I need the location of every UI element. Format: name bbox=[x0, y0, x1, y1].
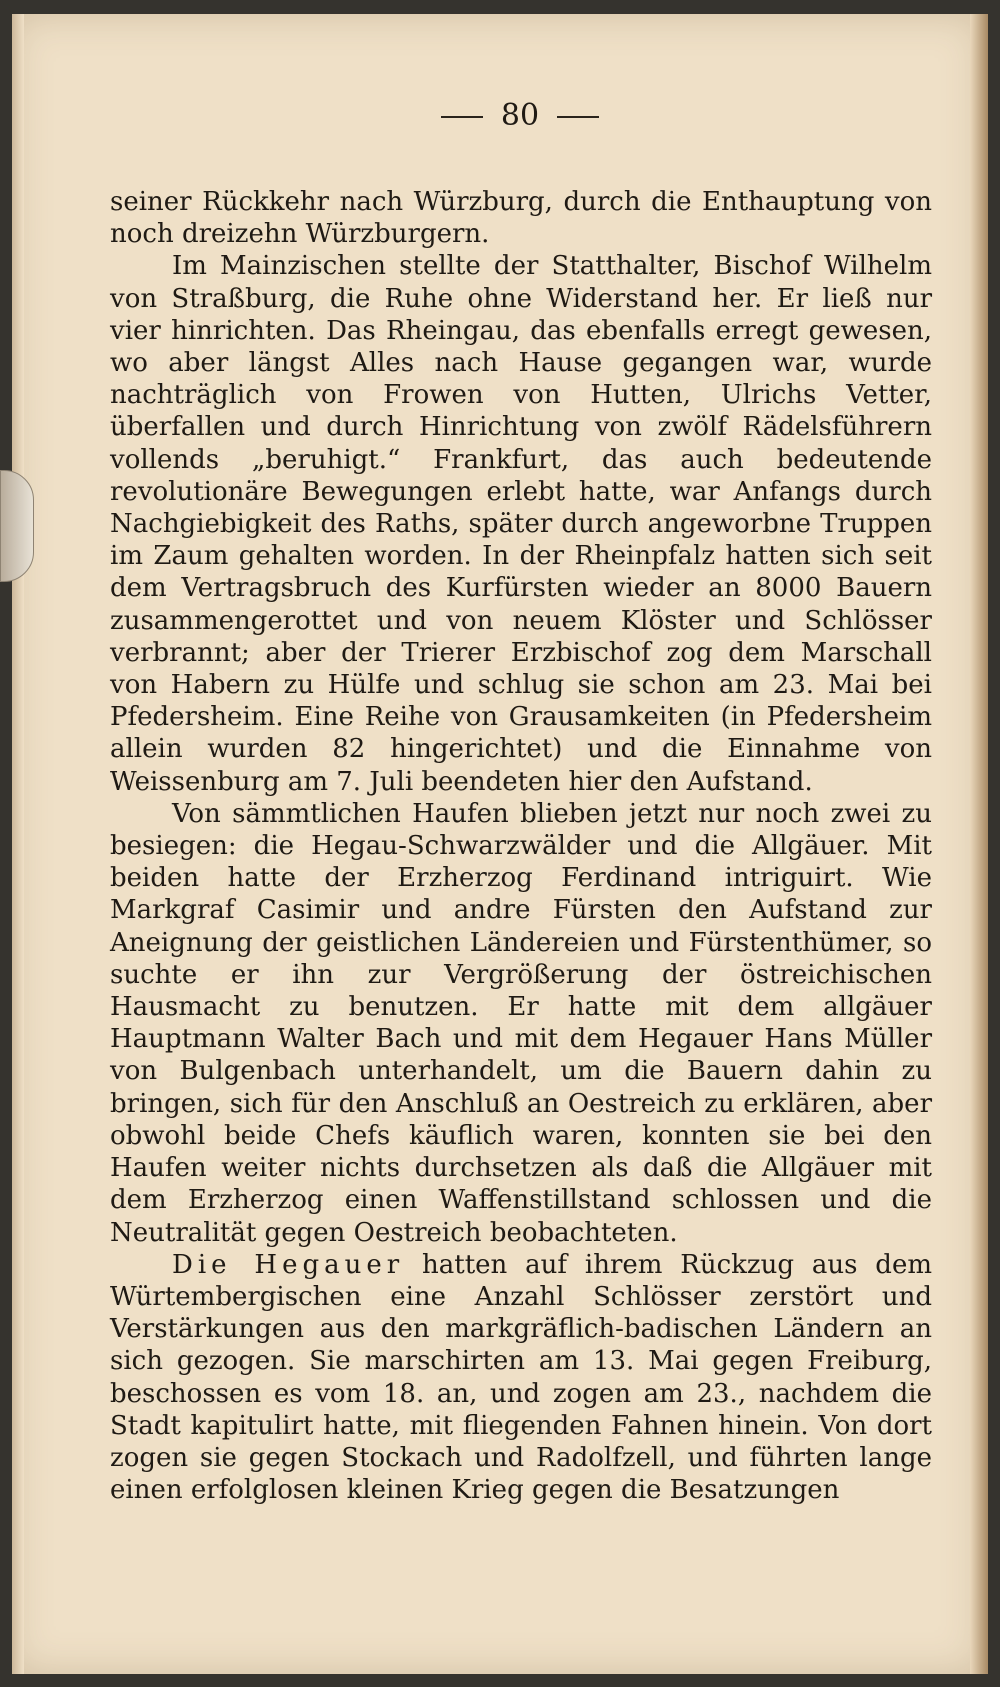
body-text bbox=[110, 186, 932, 1506]
page-gutter-shadow bbox=[12, 14, 24, 1674]
page-clip bbox=[0, 470, 34, 582]
paragraph-4 bbox=[110, 1249, 932, 1507]
paragraph-text: seiner Rückkehr nach Würzburg, durch die Enthauptung von noch dreizehn Würzburgern. bbox=[110, 187, 932, 250]
paragraph-3 bbox=[110, 798, 932, 1249]
paragraph-text: Im Mainzischen stellte der Statthalter, Bischof Wilhelm von Straßburg, die Ruhe ohne Widerstand her. Er ließ nur vier hinrichten. Das Rheingau, das ebenfalls erregt gewesen, wo aber längst Alles nach Hause gegangen war, wurde nachträglich von Frowen von Hutten, Ulrichs Vetter, überfallen und durch Hinrichtung von zwölf Rädelsführern vollends „beruhigt.“ Frankfurt, das auch bedeutende revolutionäre Bewegungen erlebt hatte, war Anfangs durch Nachgiebigkeit des Raths, später durch angeworbne Truppen im Zaum gehalten worden. In der Rheinpfalz hatten sich seit dem Vertragsbruch des Kurfürsten wieder an 8000 Bauern zusammengerottet und von neuem Klöster und Schlösser verbrannt; aber der Trierer Erzbischof zog dem Marschall von Habern zu Hülfe und schlug sie schon am 23. Mai bei Pfedersheim. Eine Reihe von Grausamkeiten (in Pfedersheim allein wurden 82 hingerichtet) und die Einnahme von Weissenburg am 7. Juli beendeten hier den Aufstand. bbox=[110, 251, 932, 797]
paragraph-text: hatten auf ihrem Rückzug aus dem Würtembergischen eine Anzahl Schlösser zerstört und Verstärkungen aus den markgräflich-badischen Ländern an sich gezogen. Sie marschirten am 13. Mai gegen Freiburg, beschossen es vom 18. an, und zogen am 23., nachdem die Stadt kapitulirt hatte, mit fliegenden Fahnen hinein. Von dort zogen sie gegen Stockach und Radolfzell, und führten lange einen erfolglosen kleinen Krieg gegen die Besatzungen bbox=[110, 1249, 932, 1506]
header-dash-left bbox=[441, 116, 483, 118]
paragraph-1 bbox=[110, 186, 932, 250]
page-header bbox=[100, 98, 940, 148]
spaced-emphasis: Die Hegauer bbox=[172, 1249, 405, 1280]
page-number: 80 bbox=[500, 98, 540, 133]
paragraph-text: Von sämmtlichen Haufen blieben jetzt nur noch zwei zu besiegen: die Hegau-Schwarzwälder und die Allgäuer. Mit beiden hatte der Erzherzog Ferdinand intriguirt. Wie Markgraf Casimir und andre Fürsten den Aufstand zur Aneignung der geistlichen Ländereien und Fürstenthümer, so suchte er ihn zur Vergrößerung der östreichischen Hausmacht zu benutzen. Er hatte mit dem allgäuer Hauptmann Walter Bach und mit dem Hegauer Hans Müller von Bulgenbach unterhandelt, um die Bauern dahin zu bringen, sich für den Anschluß an Oestreich zu erklären, aber obwohl beide Chefs käuflich waren, konnten sie bei den Haufen weiter nichts durchsetzen als daß die Allgäuer mit dem Erzherzog einen Waffenstillstand schlossen und die Neutralität gegen Oestreich beobachteten. bbox=[110, 798, 932, 1248]
header-dash-right bbox=[557, 116, 599, 118]
paragraph-2 bbox=[110, 250, 932, 797]
page-right-edge bbox=[970, 14, 988, 1674]
